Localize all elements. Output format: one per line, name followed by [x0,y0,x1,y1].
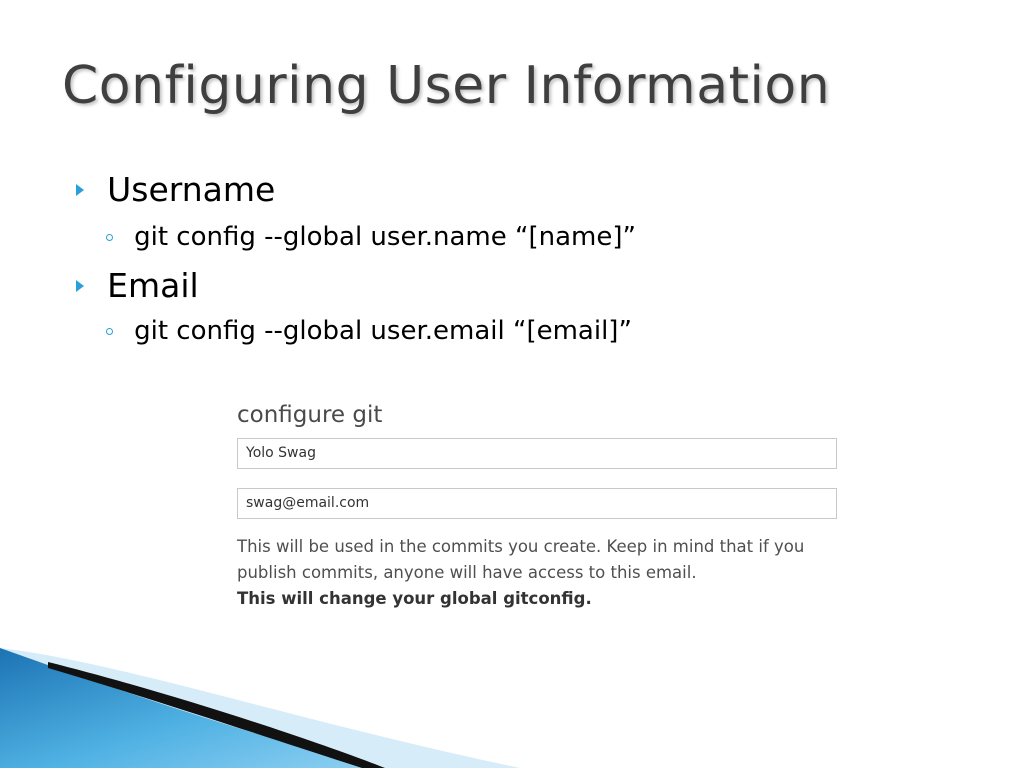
email-input[interactable]: swag@email.com [237,488,837,519]
privacy-note: This will be used in the commits you create. Keep in mind that if you publish commits, anyone will have access to this email. [237,537,805,582]
sub-bullet-text: git config --global user.email “[email]” [134,316,632,346]
panel-heading: configure git [237,402,383,428]
global-config-warning: This will change your global gitconfig. [237,589,592,608]
name-input[interactable]: Yolo Swag [237,438,837,469]
bullet-label: Email [107,266,199,305]
sub-bullet-text: git config --global user.name “[name]” [134,222,636,252]
bullet-label: Username [107,170,276,209]
slide-title: Configuring User Information [62,56,831,116]
